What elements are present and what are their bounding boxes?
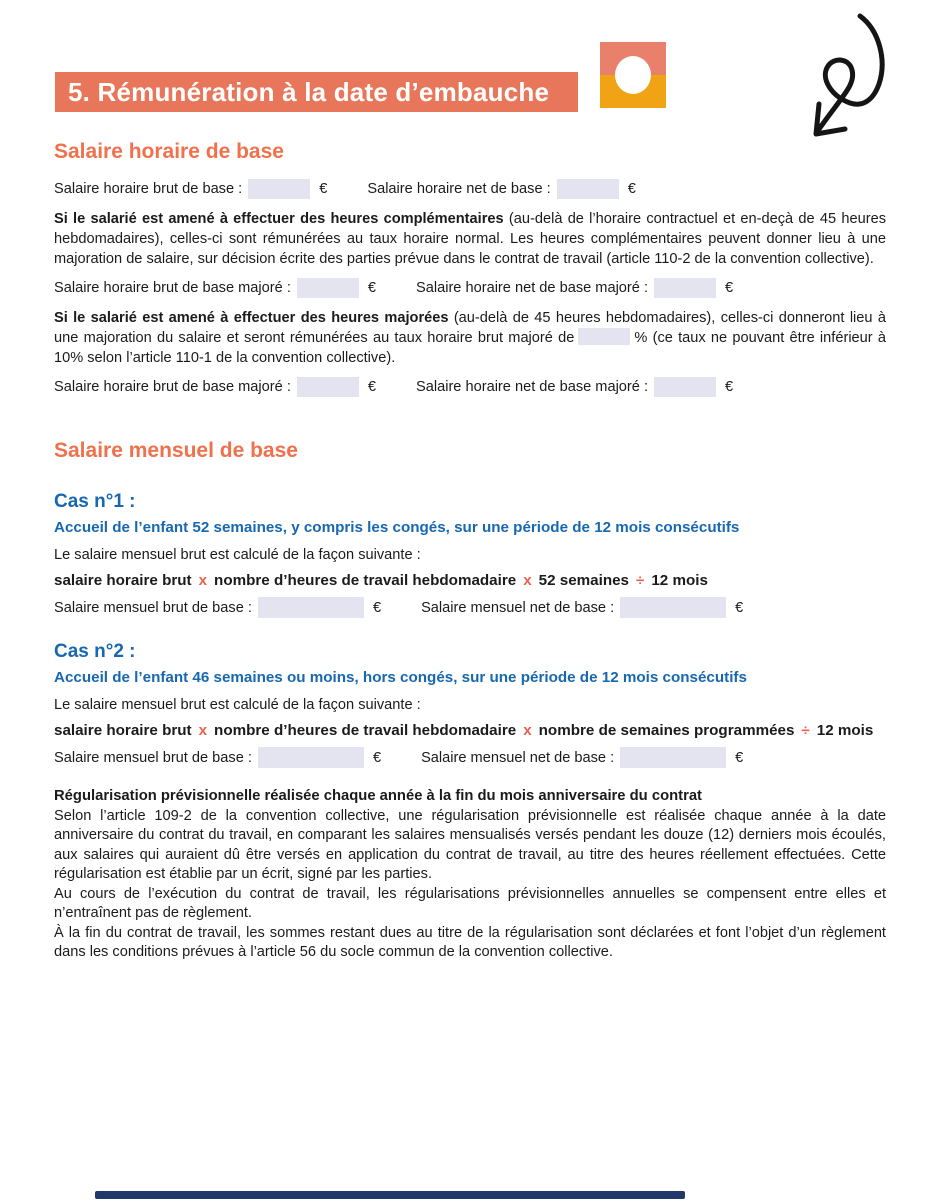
euro-symbol: € (725, 379, 734, 395)
label-horaire-net-majore: Salaire horaire net de base majoré : (416, 280, 649, 296)
footer-bar (95, 1191, 685, 1199)
group-net (421, 597, 743, 618)
label-horaire-net-majore: Salaire horaire net de base majoré : (416, 379, 649, 395)
formula-term: nombre de semaines programmées (538, 722, 795, 739)
euro-symbol: € (627, 181, 636, 197)
formula-term: salaire horaire brut (54, 572, 192, 589)
input-horaire-net-base[interactable] (557, 179, 619, 199)
input-mensuel-net-cas2[interactable] (620, 747, 726, 768)
formula-term: 12 mois (816, 722, 874, 739)
euro-symbol: € (367, 379, 376, 395)
label-mensuel-brut: Salaire mensuel brut de base : (54, 599, 252, 616)
heading-salaire-mensuel: Salaire mensuel de base (54, 439, 298, 462)
formula-term: nombre d’heures de travail hebdomadaire (214, 722, 517, 739)
regularisation-block (54, 787, 886, 963)
heading-salaire-horaire: Salaire horaire de base (54, 140, 284, 163)
label-horaire-brut-majore: Salaire horaire brut de base majoré : (54, 379, 291, 395)
input-horaire-brut-base[interactable] (248, 179, 310, 199)
cas1-title: Cas n°1 : (54, 491, 136, 512)
input-taux-majoration-pourcent[interactable] (578, 328, 630, 345)
multiply-icon: x (523, 722, 532, 739)
cas2-title: Cas n°2 : (54, 641, 136, 662)
cas1-formula (54, 572, 886, 589)
multiply-icon: x (198, 572, 208, 589)
para-maj-lead: Si le salarié est amené à effectuer des heures majorées (54, 310, 449, 326)
para-maj-rest: (au-delà de 45 heures hebdomadaires), celles-ci donneront lieu à une majoration du salaire et seront rémunérées au taux horaire brut majoré de (54, 310, 886, 346)
euro-symbol: € (725, 280, 734, 296)
input-horaire-brut-majore-1[interactable] (297, 278, 359, 298)
group-net (416, 278, 733, 298)
paragraph-heures-majorees (54, 308, 886, 368)
euro-symbol: € (367, 280, 376, 296)
multiply-icon: x (523, 572, 532, 589)
label-horaire-brut-base: Salaire horaire brut de base : (54, 181, 243, 197)
cas1-intro: Le salaire mensuel brut est calculé de la façon suivante : (54, 547, 421, 563)
para-maj-end: % (ce taux ne pouvant être inférieur à 10% selon l’article 110-1 de la convention collective). (54, 330, 887, 366)
euro-symbol: € (372, 749, 382, 766)
label-mensuel-net: Salaire mensuel net de base : (421, 599, 615, 616)
input-mensuel-brut-cas1[interactable] (258, 597, 364, 618)
regularisation-para1: Selon l’article 109-2 de la convention collective, une régularisation prévisionnelle est réalisée chaque année à la date anniversaire du contrat du travail, en comparant les salaires mensualisés versés pendant les douze (12) derniers mois écoulés, aux salaires qui auraient dû être versés en application du contrat de travail, au titre des heures réellement effectuées. Cette régularisation est établie par un écrit, signé par les parties. (54, 807, 886, 882)
page-content (54, 0, 886, 963)
formula-term: 12 mois (651, 572, 708, 589)
group-net (367, 179, 635, 199)
row-salaire-horaire-base (54, 179, 886, 199)
cas2-formula (54, 722, 886, 739)
regularisation-heading: Régularisation prévisionnelle réalisée chaque année à la fin du mois anniversaire du contrat (54, 788, 702, 804)
euro-symbol: € (372, 599, 382, 616)
euro-symbol: € (735, 599, 744, 616)
group-brut (54, 747, 381, 768)
group-brut (54, 278, 376, 298)
euro-symbol: € (735, 749, 744, 766)
formula-term: salaire horaire brut (54, 722, 192, 739)
row-salaire-horaire-majore-1 (54, 278, 886, 298)
row-salaire-horaire-majore-2 (54, 377, 886, 397)
label-mensuel-brut: Salaire mensuel brut de base : (54, 749, 252, 766)
input-mensuel-brut-cas2[interactable] (258, 747, 364, 768)
label-horaire-brut-majore: Salaire horaire brut de base majoré : (54, 280, 291, 296)
regularisation-para2: Au cours de l’exécution du contrat de travail, les régularisations prévisionnelles annuelles se compensent entre elles et n’entraînent pas de règlement. (54, 885, 886, 921)
regularisation-para3: À la fin du contrat de travail, les sommes restant dues au titre de la régularisation sont déclarées et font l’objet d’un règlement dans les conditions prévues à l’article 56 du socle commun de la convention collective. (54, 924, 886, 960)
multiply-icon: x (198, 722, 208, 739)
page-title: 5. Rémunération à la date d’embauche (68, 76, 550, 107)
euro-symbol: € (319, 181, 328, 197)
label-horaire-net-base: Salaire horaire net de base : (367, 181, 551, 197)
row-salaire-mensuel-cas1 (54, 597, 886, 618)
group-brut (54, 179, 327, 199)
group-net (421, 747, 743, 768)
formula-term: 52 semaines (538, 572, 630, 589)
para-comp-lead: Si le salarié est amené à effectuer des heures complémentaires (54, 211, 504, 227)
paragraph-heures-complementaires (54, 209, 886, 269)
cas2-intro: Le salaire mensuel brut est calculé de la façon suivante : (54, 697, 421, 713)
group-net (416, 377, 733, 397)
cas2-subtitle: Accueil de l’enfant 46 semaines ou moins, hors congés, sur une période de 12 mois consécutifs (54, 669, 747, 686)
group-brut (54, 377, 376, 397)
divide-icon: ÷ (801, 722, 810, 739)
label-mensuel-net: Salaire mensuel net de base : (421, 749, 615, 766)
input-horaire-brut-majore-2[interactable] (297, 377, 359, 397)
input-mensuel-net-cas1[interactable] (620, 597, 726, 618)
formula-term: nombre d’heures de travail hebdomadaire (214, 572, 517, 589)
input-horaire-net-majore-1[interactable] (654, 278, 716, 298)
input-horaire-net-majore-2[interactable] (654, 377, 716, 397)
cas1-subtitle: Accueil de l’enfant 52 semaines, y compris les congés, sur une période de 12 mois consécutifs (54, 519, 740, 536)
row-salaire-mensuel-cas2 (54, 747, 886, 768)
para-comp-rest: (au-delà de l’horaire contractuel et en-deçà de 45 heures hebdomadaires), celles-ci sont rémunérées au taux horaire normal. Les heures complémentaires peuvent donner lieu à une majoration de salaire, sur décision écrite des parties prévue dans le contrat de travail (article 110-2 de la convention collective). (54, 211, 886, 267)
group-brut (54, 597, 381, 618)
divide-icon: ÷ (636, 572, 645, 589)
